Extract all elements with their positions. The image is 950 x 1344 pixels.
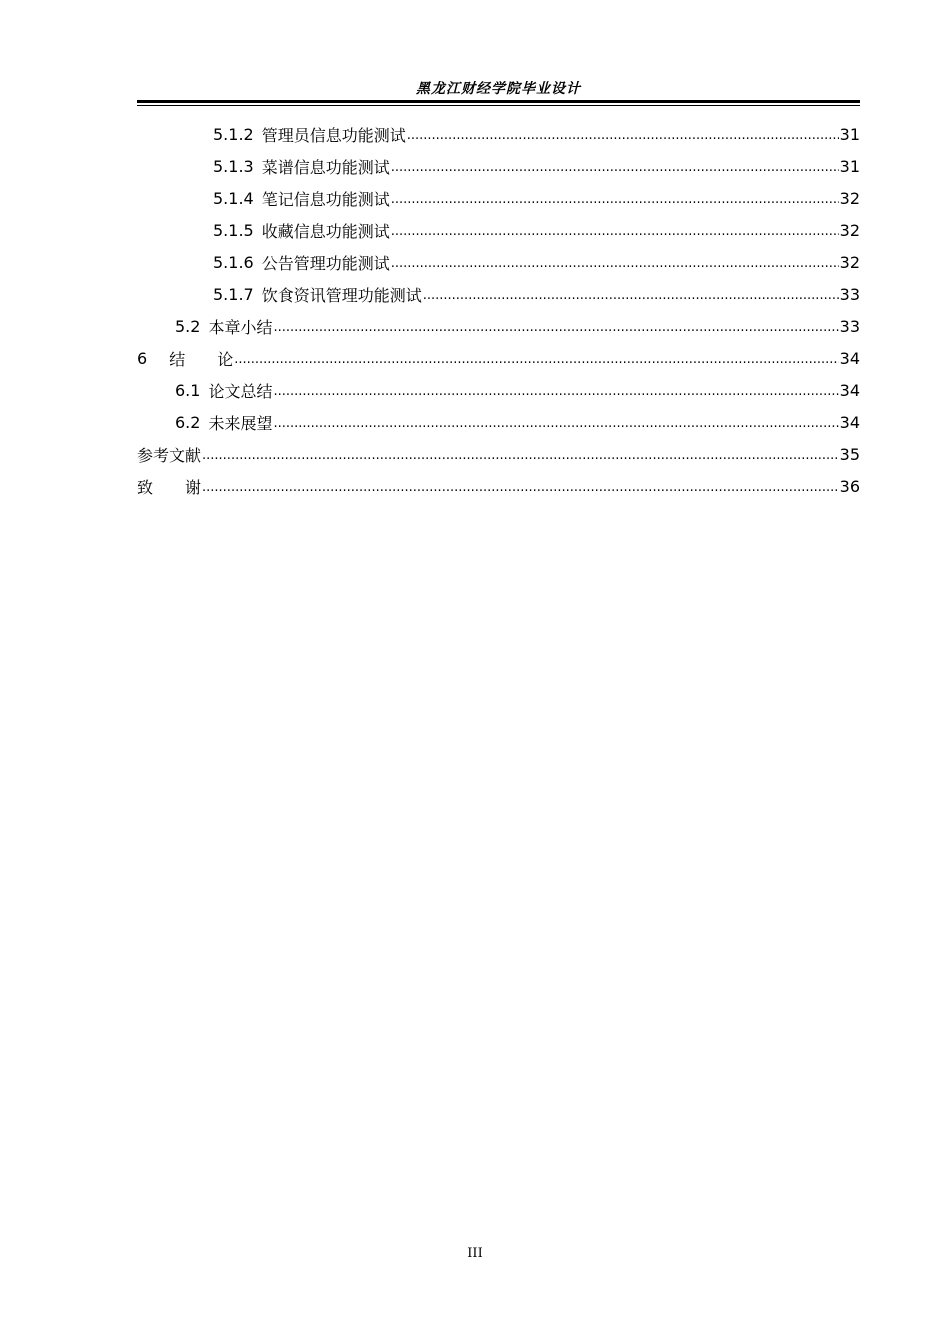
toc-entry[interactable] (137, 182, 860, 214)
toc-entry-number: 6 (137, 348, 148, 368)
toc-entry-page: 32 (839, 220, 860, 240)
toc-entry-number: 5.1.4 (213, 188, 254, 208)
toc-entry-page: 35 (839, 444, 860, 464)
toc-leader-dots (391, 190, 839, 206)
toc-entry-title: 菜谱信息功能测试 (261, 157, 390, 177)
toc-entry-title: 本章小结 (208, 317, 273, 337)
toc-leader-dots (391, 254, 839, 270)
toc-entry[interactable] (137, 246, 860, 278)
toc-entry-number: 5.2 (175, 316, 201, 336)
toc-entry[interactable] (137, 374, 860, 406)
toc-entry[interactable] (137, 342, 860, 374)
toc-entry-title: 收藏信息功能测试 (261, 221, 390, 241)
toc-entry-number: 6.2 (175, 412, 201, 432)
toc-entry-page: 36 (839, 476, 860, 496)
toc-entry-title: 公告管理功能测试 (261, 253, 390, 273)
toc-entry-page: 33 (839, 284, 860, 304)
toc-entry-number: 5.1.2 (213, 124, 254, 144)
toc-entry-number: 5.1.6 (213, 252, 254, 272)
toc-entry-number: 5.1.7 (213, 284, 254, 304)
toc-leader-dots (202, 478, 839, 494)
toc-leader-dots (391, 158, 839, 174)
toc-entry-page: 32 (839, 252, 860, 272)
toc-leader-dots (391, 222, 839, 238)
page-number: III (467, 1246, 483, 1261)
toc-entry[interactable] (137, 118, 860, 150)
running-header: 黑龙江财经学院毕业设计 (416, 81, 581, 97)
toc-entry-number: 6.1 (175, 380, 201, 400)
toc-entry[interactable] (137, 310, 860, 342)
toc-entry-title: 管理员信息功能测试 (261, 125, 406, 145)
toc-entry-page: 31 (839, 124, 860, 144)
header-rule-thin (137, 105, 860, 106)
toc-entry-page: 32 (839, 188, 860, 208)
toc-entry-title: 笔记信息功能测试 (261, 189, 390, 209)
table-of-contents (137, 118, 860, 502)
toc-leader-dots (407, 126, 839, 142)
toc-leader-dots (273, 382, 838, 398)
toc-entry[interactable] (137, 150, 860, 182)
toc-leader-dots (202, 446, 839, 462)
toc-leader-dots (273, 414, 838, 430)
toc-entry-title: 饮食资讯管理功能测试 (261, 285, 422, 305)
toc-entry-page: 34 (839, 412, 860, 432)
toc-entry-title: 论文总结 (208, 381, 273, 401)
toc-entry[interactable] (137, 278, 860, 310)
toc-entry[interactable] (137, 214, 860, 246)
toc-leader-dots (234, 350, 838, 366)
toc-entry[interactable] (137, 406, 860, 438)
toc-entry-page: 31 (839, 156, 860, 176)
toc-leader-dots (423, 286, 839, 302)
toc-entry-number: 5.1.3 (213, 156, 254, 176)
header-rule-thick (137, 100, 860, 103)
toc-entry-page: 33 (839, 316, 860, 336)
toc-entry-number: 5.1.5 (213, 220, 254, 240)
toc-entry-title: 致 谢 (137, 477, 202, 497)
toc-entry[interactable] (137, 438, 860, 470)
toc-entry-page: 34 (839, 348, 860, 368)
toc-entry-title: 未来展望 (208, 413, 273, 433)
toc-entry-title: 参考文献 (137, 445, 202, 465)
toc-entry[interactable] (137, 470, 860, 502)
toc-entry-page: 34 (839, 380, 860, 400)
toc-leader-dots (273, 318, 838, 334)
toc-entry-title: 结 论 (169, 349, 234, 369)
